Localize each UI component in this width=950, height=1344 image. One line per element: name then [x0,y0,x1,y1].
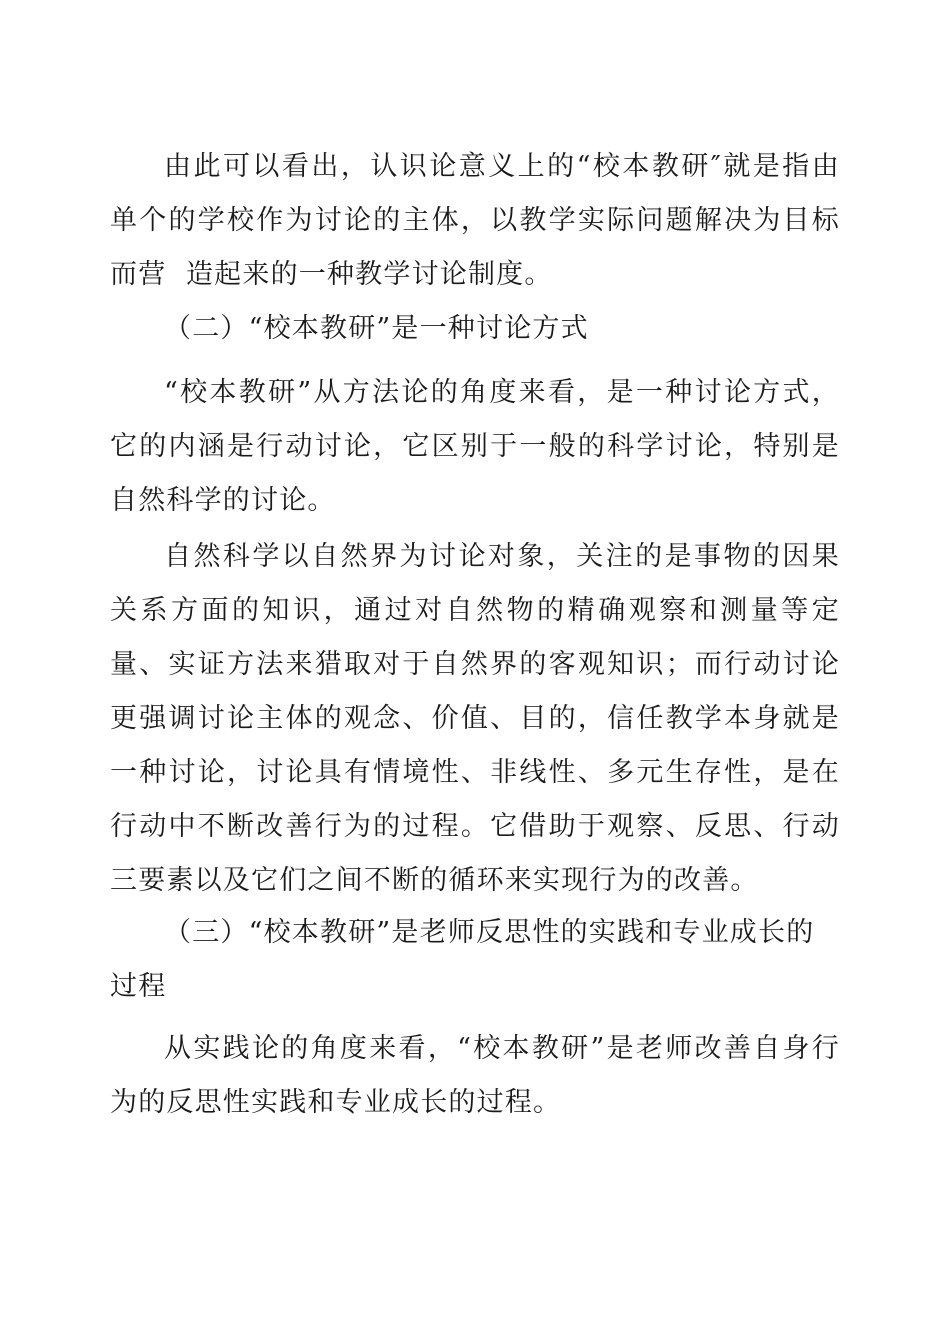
paragraph-school-based-research-definition: 由此可以看出，认识论意义上的“校本教研″就是指由 单个的学校作为讨论的主体，以教学实际问题解决为目标而营 造起来的一种教学讨论制度。 [110,151,860,290]
paragraph-natural-science-vs-action-research: 自然科学以自然界为讨论对象，关注的是事物的因果关系方面的知识，通过对自然物的精确观察和测量等定量、实证方法来猎取对于自然界的客观知识；而行动讨论更强调讨论主体的观念、价值、目的，信任教学本身就是一种讨论，讨论具有情境性、非线性、多元生存性，是在行动中不断改善行为的过程。它借助于观察、反思、行动三要素以及它们之间不断的循环来实现行为的改善。 [110,541,840,896]
paragraph-methodology: “校本教研”从方法论的角度来看，是一种讨论方式，它的内涵是行动讨论，它区别于一般的科学讨论，特别是自然科学的讨论。 [110,377,840,516]
section-heading-2: （二）“校本教研”是一种讨论方式 [164,313,589,344]
paragraph-practice-theory: 从实践论的角度来看，“校本教研”是老师改善自身行为的反思性实践和专业成长的过程。 [110,1033,840,1118]
section-heading-3: （三）“校本教研”是老师反思性的实践和专业成长的过程 [110,917,815,1002]
